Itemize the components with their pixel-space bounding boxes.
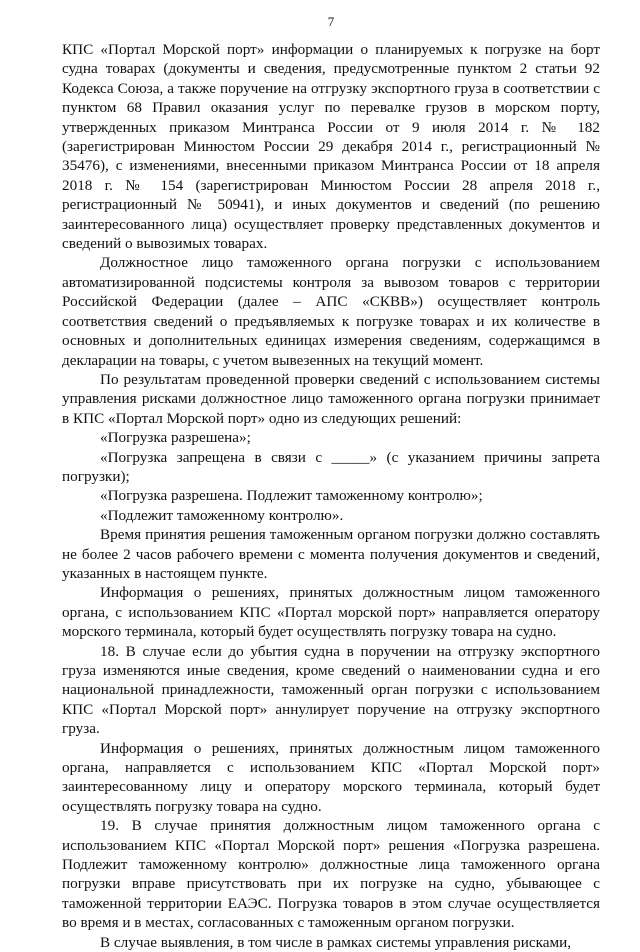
page-number: 7 [327,14,335,29]
clause-18: 18. В случае если до убытия судна в поручении на отгрузку экспортного груза изменяются иные сведения, кроме сведений о наименовании судна и его национальной принадлежности, таможенный орган погрузки с использованием КПС «Портал Морской порт» аннулирует поручение на отгрузку экспортного груза. [62,642,600,738]
paragraph: По результатам проведенной проверки сведений с использованием системы управления рисками должностное лицо таможенного органа погрузки принимает в КПС «Портал Морской порт» одно из следующих решений: [62,370,600,427]
decision-option: «Погрузка разрешена. Подлежит таможенному контролю»; [100,487,483,505]
decision-option: «Погрузка разрешена»; [100,429,251,447]
paragraph: В случае выявления, в том числе в рамках системы управления рисками, [100,933,572,951]
paragraph: КПС «Портал Морской порт» информации о планируемых к погрузке на борт судна товарах (документы и сведения, предусмотренные пунктом 2 статьи 92 Кодекса Союза, а также поручение на отгрузку экспортного груза в соответствии с пунктом 68 Правил оказания услуг по перевалке грузов в морском порту, утвержденных приказом Минтранса России от 9 июля 2014 г. № 182 (зарегистрирован Минюстом России 29 декабря 2014 г., регистрационный № 35476), с изменениями, внесенными приказом Минтранса России от 18 апреля 2018 г. № 154 (зарегистрирован Минюстом России 28 апреля 2018 г., регистрационный № 50941), и иных документов и сведений (по решению заинтересованного лица) осуществляет проверку представленных документов и сведений о вывозимых товарах. [62,41,600,253]
document-body [62,40,600,952]
decision-option: «Подлежит таможенному контролю». [100,506,344,524]
decision-option: «Погрузка запрещена в связи с _____» (с указанием причины запрета погрузки); [62,448,600,485]
clause-19: 19. В случае принятия должностным лицом таможенного органа с использованием КПС «Портал Морской порт» решения «Погрузка разрешена. Подлежит таможенному контролю» должностные лица таможенного органа погрузки вправе присутствовать при их погрузке на судно, убывающее с таможенной территории ЕАЭС. Погрузка товаров в этом случае осуществляется во время и в местах, согласованных с таможенным органом погрузки. [62,817,600,932]
paragraph: Информация о решениях, принятых должностным лицом таможенного органа, направляется с использованием КПС «Портал Морской порт» заинтересованному лицу и оператору морского терминала, который будет осуществлять погрузку товара на судно. [62,739,600,815]
paragraph: Информация о решениях, принятых должностным лицом таможенного органа, с использованием КПС «Портал морской порт» направляется оператору морского терминала, который будет осуществлять погрузку товара на судно. [62,584,600,641]
paragraph: Должностное лицо таможенного органа погрузки с использованием автоматизированной подсистемы контроля за вывозом товаров с территории Российской Федерации (далее – АПС «СКВВ») осуществляет контроль соответствия сведений о предъявляемых к погрузке товарах и их количестве в основных и дополнительных единицах измерения сведениям, содержащимся в декларации на товары, с учетом вывезенных на текущий момент. [62,254,600,369]
paragraph: Время принятия решения таможенным органом погрузки должно составлять не более 2 часов рабочего времени с момента получения документов и сведений, указанных в настоящем пункте. [62,526,600,582]
